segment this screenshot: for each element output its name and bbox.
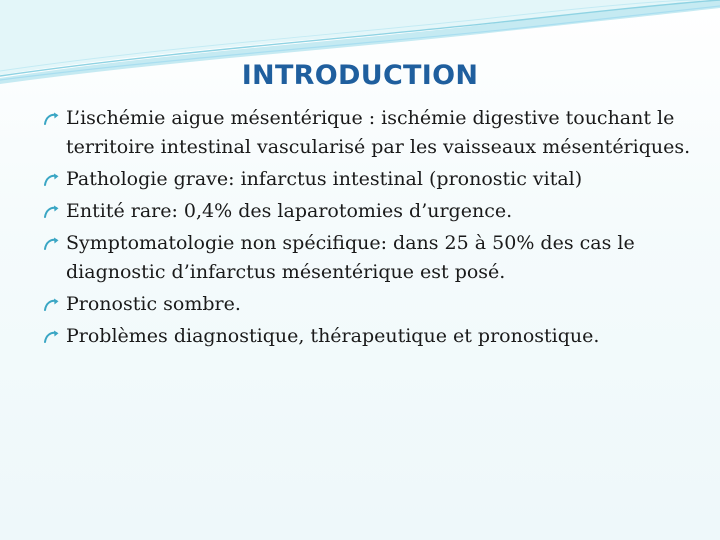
curved-arrow-bullet-icon <box>44 237 60 251</box>
curved-arrow-bullet-icon <box>44 205 60 219</box>
bullet-item <box>44 197 704 226</box>
bullet-item <box>44 229 704 287</box>
bullet-text: Entité rare: 0,4% des laparotomies d’urgence. <box>66 200 513 222</box>
bullet-item <box>44 290 704 319</box>
bullet-item <box>44 104 704 162</box>
bullet-text: Symptomatologie non spécifique: dans 25 à 50% des cas le diagnostic d’infarctus mésentérique est posé. <box>66 232 635 283</box>
curved-arrow-bullet-icon <box>44 112 60 126</box>
bullet-text: Pathologie grave: infarctus intestinal (pronostic vital) <box>66 168 583 190</box>
curved-arrow-bullet-icon <box>44 298 60 312</box>
bullet-list <box>44 104 704 354</box>
bullet-item <box>44 165 704 194</box>
bullet-text: L’ischémie aigue mésentérique : ischémie digestive touchant le territoire intestinal vascularisé par les vaisseaux mésentériques. <box>66 107 691 158</box>
curved-arrow-bullet-icon <box>44 173 60 187</box>
slide-title: INTRODUCTION <box>241 60 479 91</box>
curved-arrow-bullet-icon <box>44 330 60 344</box>
bullet-text: Pronostic sombre. <box>66 293 241 315</box>
bullet-item <box>44 322 704 351</box>
bullet-text: Problèmes diagnostique, thérapeutique et pronostique. <box>66 325 600 347</box>
